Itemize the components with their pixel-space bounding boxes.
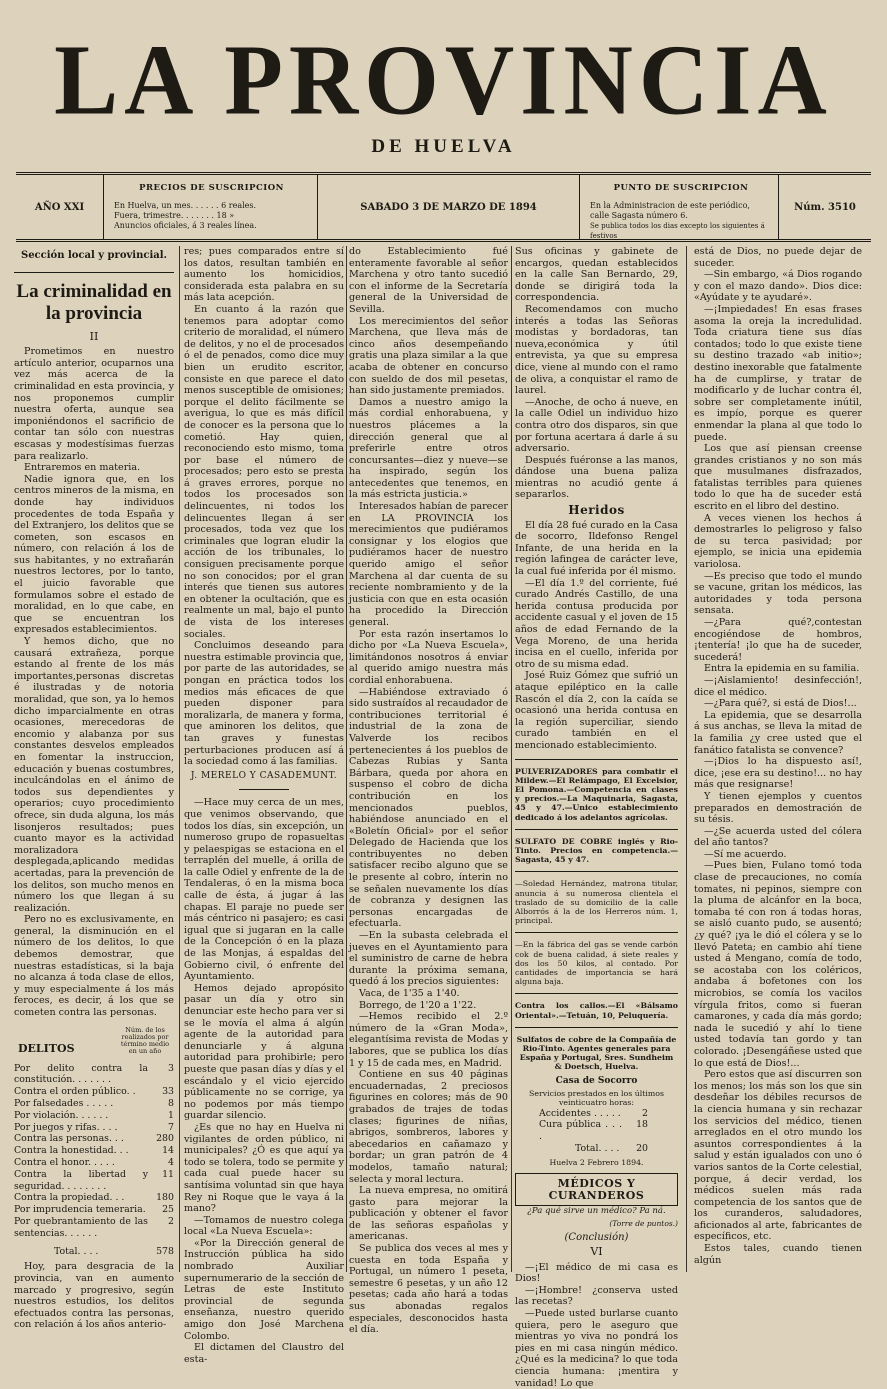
crimes-table-title: DELITOS bbox=[18, 1042, 75, 1056]
row-value: 18 bbox=[636, 1119, 648, 1131]
info-bar bbox=[16, 172, 871, 242]
row-label: Accidentes . . . . . bbox=[539, 1107, 621, 1119]
paragraph: Contiene en sus 40 páginas encuadernadas, 2 preciosos figurines en colores; más de 90 grabados de trajes de todas clases; figurines de niñas, abrigos, sombreros, labores y abecedarios en cañamazo y bordar; un gran patrón de 4 modelos, tamaño natural; selecta y moral lectura. bbox=[349, 1069, 508, 1185]
paragraph: La epidemia, que se desarrolla á sus anchas, se lleva la mitad de la familia ¿y cree usted que el fanático fatalista se convence? bbox=[694, 709, 862, 756]
paragraph: —¿Para qué?, si está de Dios!... bbox=[704, 698, 857, 710]
row-value: 11 bbox=[162, 1168, 174, 1180]
row-value: 3 bbox=[168, 1062, 174, 1074]
paragraph: Hoy, para desgracia de la provincia, van en aumento marcado y progresivo, según nuestros estudios, los delitos efectuados contra las personas, con relación á los años anterio- bbox=[14, 1261, 174, 1331]
paragraph: Entraremos en materia. bbox=[24, 462, 141, 474]
divider bbox=[515, 871, 678, 872]
paragraph: —El día 1.º del corriente, fué curado Andrés Castillo, de una herida contusa producida por accidente casual y el joven de 15 años de edad Fernando de la Vega Moreno, de una herida incisa en el cuello, inferida por otro de su misma edad. bbox=[515, 577, 678, 670]
report-date: Huelva 2 Febrero 1894. bbox=[549, 1157, 644, 1167]
row-value: 25 bbox=[162, 1204, 174, 1216]
price-line: En Huelva, un mes. . . . . . 6 reales. bbox=[114, 201, 257, 210]
article-signature: J. MERELO Y CASADEMUNT. bbox=[190, 770, 338, 781]
divider bbox=[515, 759, 678, 760]
paragraph: —Hace muy cerca de un mes, que venimos observando, que todos los días, sin excepción, un numeroso grupo de ropasueltas y pelaespigas se estaciona en el terraplén del muelle, á orilla de la calle Odiel y enfrente de la de Tendaleras, ó en la misma boca calle de ésta, á jugar á las chapas. El paraje no puede ser más céntrico ni pasajero; es casi igual que si jugaran en la calle de la Concepción ó en la plaza de las Monjas, á espaldas del Gobierno civil, ó enfrente del Ayuntamiento. bbox=[184, 797, 344, 983]
price-line: Vaca, de 1'35 a 1'40. bbox=[359, 988, 460, 999]
paragraph: —Habiéndose extraviado ó sido sustraídos al recaudador de contribuciones territorial é industrial de la zona de Valverde los recibos pertenecientes á los pueblos de Cabezas Rubias y Santa Bárbara, queda por ahora en suspenso el cobro de dicha contribución en los mencionados pueblos, habiéndose anunciado en el «Boletín Oficial» por el señor Delegado de Hacienda que los contribuyentes no deben satisfacer recibo alguno que se le presente al cobro, ínterin no se señalen nuevamente los días de cobranza y designen las personas encargadas de efectuarla. bbox=[349, 686, 508, 930]
row-value: 2 bbox=[168, 1215, 174, 1227]
table-total-row bbox=[14, 1246, 174, 1258]
article-subtitle: (Conclusión) bbox=[564, 1232, 629, 1244]
paragraph: —¡El médico de mi casa es Dios! bbox=[515, 1261, 678, 1285]
paragraph: Concluimos deseando para nuestra estimable provincia que, por parte de las autoridades, se pongan en práctica todos los medios más eficaces de que pueden disponer para moralizarla, de manera y forma, que aminoren los delitos, que tan graves y funestas perturbaciones producen así á la sociedad como á las familias. bbox=[184, 640, 344, 768]
paragraph: Sus oficinas y gabinete de encargos, quedan establecidos en la calle San Bernardo, 29, donde se dirigirá toda la correspondencia. bbox=[515, 246, 678, 304]
paragraph: —Pues bien, Fulano tomó toda clase de precauciones, no comía tomates, ni pepinos, siempre con la pluma de alcánfor en la boca, tomaba té con ron á todas horas, se aisló cuanto pudo, se ausentó; ¿y qué? ¡ya le dió el cólera y se lo llevó Pateta; en cambio ahí tiene usted á Mengano, comía de todo, se acostaba con los coléricos, andaba á bofetones con los microbios, se comía los vacilos vírgula fritos, como si fueran camarones, y cada día más gordo; nada le sucedió y ahí lo tiene usted todavía tan gordo y tan colorado. ¡Desengáñese usted que lo que está de Dios!... bbox=[694, 860, 862, 1069]
paragraph: —¡Dios lo ha dispuesto así!, dice, ¡ese era su destino!... no hay más que resignarse! bbox=[694, 756, 862, 791]
row-label: Contra la honestidad. . . bbox=[14, 1145, 129, 1157]
paragraph: Pero no es exclusivamente, en general, la disminución en el número de los delitos, lo que debemos demostrar, que nuestras estadísticas, si la baja no alcanza á toda clase de ellos, y muy especialmente á los más feroces, es decir, á los que se cometen contra las personas. bbox=[14, 914, 174, 1019]
article-box bbox=[515, 1173, 678, 1206]
row-label: Contra el honor. . . . . bbox=[14, 1157, 115, 1168]
paragraph: —Sin embargo, «á Dios rogando y con el mazo dando». Dios dice: «Ayúdate y te ayudaré». bbox=[694, 269, 862, 304]
paragraph: do Establecimiento fué enteramente favorable al señor Marchena y otro tanto sucedió con el informe de la Secretaría general de la Universidad de Sevilla. bbox=[349, 246, 508, 315]
row-label: Por violación. . . . . . bbox=[14, 1109, 109, 1121]
paragraph: —¡Hombre! ¿conserva usted las recetas? bbox=[515, 1284, 678, 1308]
paragraph: Recomendamos con mucho interés a todas las Señoras modistas y bordadoras, tan nueva,económica y útil entrevista, ya que su empresa dice, viene al mundo con el ramo de oliva, a conquistar el ramo de laurel. bbox=[515, 303, 678, 397]
advertisement: PULVERIZADORES para combatir el Mildew.—El Relámpago, El Excelsior, El Pomona.—Competencia en clases y precios.—La Maquinaria, Sagasta, 45 y 47.—Unico establecimiento dedicado á los adelantos agrícolas. bbox=[515, 766, 678, 822]
section-heading: Heridos bbox=[568, 503, 625, 518]
row-value: 280 bbox=[156, 1133, 174, 1145]
table-row bbox=[14, 1086, 174, 1098]
paragraph: —Hemos recibido el 2.º número de la «Gran Moda», elegantísima revista de Modas y labores, que se publica los días 1 y 15 de cada mes, en Madrid. bbox=[349, 1011, 508, 1069]
paragraph: res; pues comparados entre sí los datos, resultan también en aumento los homicidios, considerada esta palabra en su más lata acepción. bbox=[184, 246, 344, 304]
paragraph: —Anoche, de ocho á nueve, en la calle Odiel un individuo hizo contra otro dos disparos, sin que por fortuna acertara á darle á su adversario. bbox=[515, 396, 678, 455]
table-row bbox=[14, 1063, 174, 1087]
point-line: Se publica todos los dias excepto los siguientes á festivos bbox=[590, 222, 765, 240]
article-headline: MÉDICOS Y CURANDEROS bbox=[548, 1177, 645, 1202]
table-row bbox=[14, 1122, 174, 1134]
paragraph: —¡Impiedades! En esas frases asoma la oreja la incredulidad. Toda criatura tiene sus días contados; todo lo que existe tiene su destino trazado «ab initio»; destino inexorable que fatalmente ha de cumplirse, y tratar de modificarlo y de luchar contra él, sobre ser completamente inútil, es impío, porque es querer enmendar la plana al que todo lo puede. bbox=[694, 303, 862, 443]
column-divider bbox=[179, 246, 180, 1272]
advertisement: —Soledad Hernández, matrona titular, anuncia á su numerosa clientela el traslado de su domicilio de la calle Alborrós á la de los Herreros núm. 1, principal. bbox=[515, 879, 678, 926]
row-label: Contra las personas. . . bbox=[14, 1133, 124, 1145]
newspaper-title: LA PROVINCIA bbox=[54, 23, 833, 136]
advertisement: Contra los callos.—El «Bálsamo Oriental».—Tetuán, 10, Peluquería. bbox=[515, 1001, 678, 1020]
article-part-number: VI bbox=[590, 1244, 603, 1258]
paragraph: José Ruiz Gómez que sufrió un ataque epiléptico en la calle Rascón el día 2, con la caída se ocasionó una herida contusa en la región superciliar, siendo curado también en el mencionado establecimiento. bbox=[515, 670, 678, 751]
paragraph: Los merecimientos del señor Marchena, que lleva más de cinco años desempeñando gratis una plaza similar a la que acaba de obtener en concurso con sueldo de dos mil pesetas, han sido justamente premiados. bbox=[349, 315, 508, 397]
row-label: Por falsedades . . . . . bbox=[14, 1098, 114, 1110]
paragraph: Entra la epidemia en su familia. bbox=[704, 663, 860, 675]
table-row bbox=[14, 1145, 174, 1157]
total-label: Total. . . . bbox=[575, 1143, 620, 1154]
table-total-row bbox=[515, 1143, 678, 1155]
article-epigraph: ¿Pa qué sirve un médico? Pa ná. bbox=[527, 1206, 666, 1217]
socorro-subtitle: Servicios prestados en los últimos veinticuatro horas: bbox=[529, 1089, 664, 1108]
row-label: Por imprudencia temeraria. bbox=[14, 1204, 146, 1216]
table-row bbox=[515, 1108, 678, 1120]
table-row bbox=[14, 1110, 174, 1122]
column-divider bbox=[346, 246, 347, 1272]
table-row bbox=[14, 1133, 174, 1145]
row-label: Por quebrantamiento de las sentencias. . . . . . bbox=[14, 1215, 148, 1239]
paragraph: —¿Para qué?,contestan encogiéndose de hombros, ¡tentería! ¡lo que ha de suceder, sucederá! bbox=[694, 617, 862, 663]
price-line: Borrego, de 1'20 a 1'22. bbox=[359, 999, 477, 1011]
year-label: AÑO XXI bbox=[16, 175, 104, 239]
crimes-table-note: Núm. de los realizados por término medio en un año bbox=[120, 1025, 170, 1055]
paragraph: Nadie ignora que, en los centros mineros de la misma, en donde hay individuos procedentes de toda España y del Extranjero, los delitos que se cometen, son escasos en número, con relación á los de sus habitantes, y no extrañarán nuestros lectores, por lo tanto, el juicio favorable que formulamos sobre el estado de moralidad, en lo que cabe, en que se encuentran los expresados establecimientos. bbox=[14, 473, 174, 636]
table-row bbox=[14, 1157, 174, 1169]
table-row bbox=[14, 1192, 174, 1204]
row-label: Contra la propiedad. . . bbox=[14, 1192, 125, 1204]
table-row bbox=[515, 1119, 678, 1143]
paragraph: La nueva empresa, no omitirá gasto para mejorar la publicación y obtener el favor de las señoras españolas y americanas. bbox=[349, 1185, 508, 1243]
table-row bbox=[14, 1204, 174, 1216]
total-value: 20 bbox=[636, 1143, 648, 1154]
article-part-number: II bbox=[89, 329, 99, 343]
subscription-point bbox=[580, 175, 779, 239]
column-divider bbox=[511, 246, 512, 1272]
paragraph: —¡Aislamiento! desinfección!, dice el médico. bbox=[694, 674, 862, 698]
column-1 bbox=[14, 246, 174, 1331]
socorro-table bbox=[515, 1108, 678, 1155]
paragraph: Los que así piensan creense grandes cristianos y no son más que musulmanes disfrazados, fatalistas terribles para quienes todo lo que ha de suceder está escrito en el libro del destino. bbox=[694, 443, 862, 513]
issue-number: Núm. 3510 bbox=[794, 202, 856, 213]
column-divider bbox=[686, 246, 687, 1272]
row-label: Por juegos y rifas. . . . bbox=[14, 1121, 118, 1133]
divider bbox=[239, 789, 289, 790]
section-heading: Casa de Socorro bbox=[555, 1075, 638, 1086]
row-value: 14 bbox=[162, 1145, 174, 1157]
point-heading: PUNTO DE SUSCRIPCION bbox=[613, 183, 749, 193]
point-line: En la Administracion de este periódico, bbox=[590, 201, 750, 210]
row-label: Cura pública . . . . bbox=[539, 1119, 622, 1143]
row-value: 2 bbox=[642, 1107, 648, 1119]
paragraph: Se publica dos veces al mes y cuesta en toda España y Portugal, un número 1 peseta, semestre 6 pesetas, y un año 12 pesetas; cada año hará a todas sus abonadas regalos especiales, desconocidos hasta el día. bbox=[349, 1243, 508, 1336]
paragraph: En cuanto á la razón que tenemos para adoptar como criterio de moralidad, el número de delitos, y no el de procesados ó el de penados, como dice muy bien un erudito escritor, consiste en que parece el dato menos susceptible de omisiones; porque el delito fácilmente se averigua, lo que es más difícil de conocer es la persona que lo cometió. Hay quien, reconociendo esto mismo, toma por base el número de procesados; pero esto se presta á graves errores, porque no todos los procesados son delincuentes, ni todos los delincuentes llegan á ser procesados, toda vez que los criminales que logran eludir la acción de los tribunales, lo consiguen precisamente porque no son conocidos; por el gran interés que tienen sus autores en obtener la ocultación, que es realmente un mal, bajo el punto de vista de los intereses sociales. bbox=[184, 303, 344, 640]
paragraph: —Tomamos de nuestro colega local «La Nueva Escuela»: bbox=[184, 1214, 344, 1238]
paragraph: El dictamen del Claustro del esta- bbox=[184, 1342, 344, 1365]
epigraph-author: (Torre de puntos.) bbox=[609, 1218, 678, 1228]
paragraph: —Es preciso que todo el mundo se vacune, gritan los médicos, las autoridades y toda persona sensata. bbox=[694, 570, 862, 617]
point-line: calle Sagasta número 6. bbox=[590, 211, 688, 220]
column-5 bbox=[694, 246, 862, 1274]
paragraph: «Por la Dirección general de Instrucción pública ha sido nombrado Auxiliar supernumerario de la sección de Letras de este Instituto provincial de segunda enseñanza, nuestro querido amigo don José Marchena Colombo. bbox=[184, 1237, 344, 1342]
paragraph: —Puede usted burlarse cuanto quiera, pero le aseguro que mientras yo viva no pondrá los pies en mi casa ningún médico. ¿Qué es la medicina? lo que toda ciencia humana: ¡mentira y vanidad! Lo que bbox=[515, 1307, 678, 1389]
price-line: Anuncios oficiales, á 3 reales línea. bbox=[114, 221, 257, 230]
column-4 bbox=[515, 246, 678, 1389]
paragraph: Y tienen ejemplos y cuentos preparados en demostración de su tésis. bbox=[694, 790, 862, 826]
row-value: 1 bbox=[168, 1109, 174, 1121]
article-headline: La criminalidad en la provincia bbox=[16, 280, 172, 324]
paragraph: Estos tales, cuando tienen algún bbox=[694, 1243, 862, 1266]
price-line: Fuera, trimestre. . . . . . . 18 » bbox=[114, 211, 235, 220]
paragraph: ¿Es que no hay en Huelva ni vigilantes de orden público, ni municipales? ¿Ó es que aquí ya todo se tolera, todo se permite y cada cual puede hacer su santísima voluntad sin que haya Rey ni Roque que le vaya á la mano? bbox=[184, 1121, 344, 1215]
table-row bbox=[14, 1216, 174, 1240]
subscription-prices bbox=[104, 175, 318, 239]
divider bbox=[515, 829, 678, 830]
paragraph: Interesados habían de parecer en LA PROVINCIA los merecimientos que pudiéramos consignar y los elogios que pudiéramos hacer de nuestro querido amigo el señor Marchena al dar cuenta de su reciente nombramiento y de la justicia con que en esta ocasión ha procedido la Dirección general. bbox=[349, 501, 508, 628]
paragraph: —¿Se acuerda usted del cólera del año tantos? bbox=[694, 825, 862, 849]
newspaper-subtitle: DE HUELVA bbox=[371, 136, 516, 157]
total-label: Total. . . . bbox=[54, 1245, 99, 1257]
divider bbox=[515, 993, 678, 994]
paragraph: Hemos dejado apropósito pasar un día y otro sin denunciar este hecho para ver si se le movía el alma á algún agente de la autoridad para denunciarle y á alguna autoridad para prohibirle; pero pueste que pasan días y días y el escándalo y el vicio ejercido públicamente no se corrige, ya no podemos por más tiempo guardar silencio. bbox=[184, 982, 344, 1122]
crimes-table bbox=[14, 1063, 174, 1258]
section-label: Sección local y provincial. bbox=[20, 250, 168, 261]
crimes-table-header bbox=[14, 1027, 174, 1055]
row-label: Por delito contra la constitución. . . . . . . bbox=[14, 1062, 148, 1086]
row-value: 7 bbox=[168, 1121, 174, 1133]
paragraph: —En la subasta celebrada el jueves en el Ayuntamiento para el suministro de carne de hebra durante la próxima semana, quedó á los precios siguientes: bbox=[349, 930, 508, 988]
paragraph: —Sí me acuerdo. bbox=[704, 848, 787, 860]
column-2 bbox=[184, 246, 344, 1365]
divider bbox=[14, 272, 174, 273]
paragraph: está de Dios, no puede dejar de suceder. bbox=[694, 246, 862, 269]
divider bbox=[515, 932, 678, 933]
issue-date: SABADO 3 DE MARZO DE 1894 bbox=[318, 175, 580, 239]
total-value: 578 bbox=[156, 1245, 174, 1257]
divider bbox=[515, 1027, 678, 1028]
row-label: Contra el orden público. . bbox=[14, 1086, 136, 1098]
paragraph: El día 28 fué curado en la Casa de socorro, Ildefonso Rengel Infante, de una herida en la región lafingea de carácter leve, la cual fué inferida por él mismo. bbox=[515, 519, 678, 578]
table-row bbox=[14, 1098, 174, 1110]
paragraph: Por esta razón insertamos lo dicho por «La Nueva Escuela», limitándonos nosotros á enviar al querido amigo nuestra más cordial enhorabuena. bbox=[349, 628, 508, 686]
paragraph: Damos a nuestro amigo la más cordial enhorabuena, y nuestros plácemes a la dirección general que al preferirle entre otros concursantes—diez y nueve—se ha inspirado, según los antecedentes que tenemos, en la más estricta justicia.» bbox=[349, 396, 508, 501]
row-label: Contra la libertad y seguridad. . . . . . . . bbox=[14, 1168, 148, 1192]
table-row bbox=[14, 1169, 174, 1193]
paragraph: Pero estos que así discurren son los menos; los más son los que sin desdeñar los débiles recursos de la ciencia humana y sin rechazar los servicios del médico, tienen arreglados en el otro mundo los asuntos correspondientes á la salud y están igualados con uno ó varios santos de la Corte celestial, porque, á decir verdad, los médicos suelen más rada competencia de los santos que de los curanderos, saludadores, aficionados al arte, fabricantes de específicos, etc. bbox=[694, 1069, 862, 1243]
advertisement: Sulfatos de cobre de la Compañía de Rio-Tinto. Agentes generales para España y Portugal, Sres. Sundheim & Doetsch, Huelva. bbox=[516, 1034, 677, 1072]
prices-heading: PRECIOS DE SUSCRIPCION bbox=[139, 183, 284, 193]
row-value: 8 bbox=[168, 1098, 174, 1110]
advertisement: SULFATO DE COBRE inglés y Rio-Tinto. Precios en competencia.—Sagasta, 45 y 47. bbox=[515, 836, 678, 865]
row-value: 33 bbox=[162, 1086, 174, 1098]
masthead bbox=[0, 23, 887, 158]
row-value: 4 bbox=[168, 1157, 174, 1168]
paragraph: Y hemos dicho, que no causará extrañeza, porque estando al frente de los más importantes,personas discretas é ilustradas y de notoria moralidad, que son, ya lo hemos dicho imparcialmente en otras ocasiones, merecedoras de encomio y alabanza por sus constantes desvelos empleados en fomentar la instruccion, educación y buenas costumbres, inculcándolas en el ánimo de todos sus dependientes y operarios; cuyo procedimiento ofrece, sin duda alguna, los más lisonjeros resultados; pues cuanto mayor es la actividad moralizadora desplegada,aplicando medidas acertadas, para la prevención de los delitos, son mucho menos en número los que llegan á su realización. bbox=[14, 636, 174, 914]
paragraph: A veces vienen los hechos á demostrarles lo peligroso y falso de su terca pasividad; por ejemplo, se inicia una epidemia variolosa. bbox=[694, 512, 862, 571]
row-value: 180 bbox=[156, 1192, 174, 1204]
advertisement: —En la fábrica del gas se vende carbón cok de buena calidad, á siete reales y dos los 50 kilos, al contado. Por cantidades de importancia se hará alguna baja. bbox=[515, 940, 678, 987]
column-3 bbox=[349, 246, 508, 1336]
paragraph: Prometimos en nuestro artículo anterior, ocuparnos una vez más acerca de la criminalidad en esta provincia, y nos proponemos cumplir nuestra oferta, aunque sea imponiéndonos el sacrificio de contar tan sólo con nuestras escasas y modestísimas fuerzas para realizarlo. bbox=[14, 346, 174, 462]
paragraph: Después fuéronse a las manos, dándose una buena paliza mientras no acudió gente á separarlos. bbox=[515, 454, 678, 501]
